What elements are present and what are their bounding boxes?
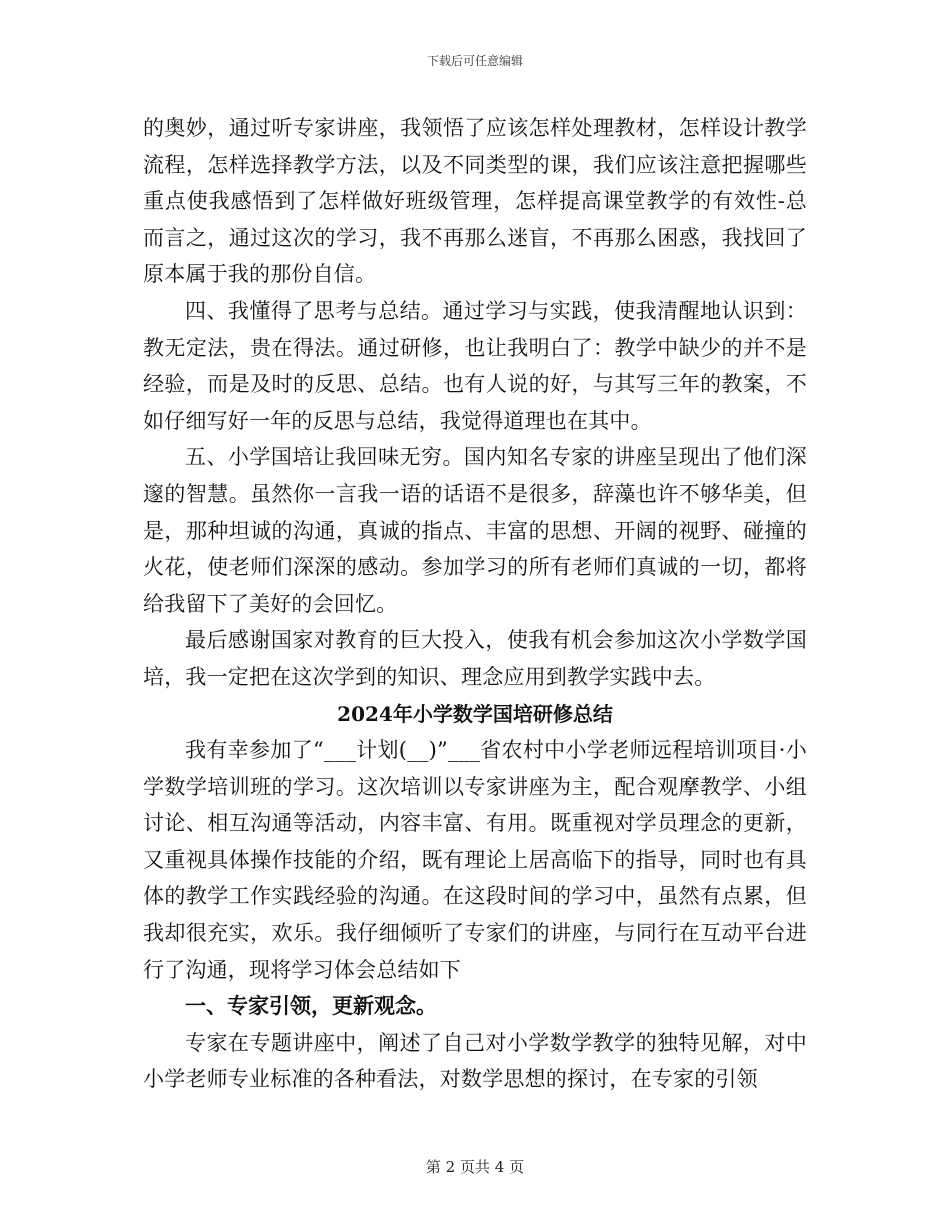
document-body (143, 110, 807, 1098)
page-number: 第 2 页共 4 页 (425, 1158, 525, 1176)
paragraph-expert-lecture: 专家在专题讲座中，阐述了自己对小学数学教学的独特见解，对中小学老师专业标准的各种看法，对数学思想的探讨，在专家的引领 (143, 1030, 807, 1092)
paragraph-intro: 我有幸参加了“___计划(__)”___省农村中小学老师远程培训项目·小学数学培训班的学习。这次培训以专家讲座为主，配合观摩教学、小组讨论、相互沟通等活动，内容丰富、有用。既重视对学员理念的更新，又重视具体操作技能的介绍，既有理论上居高临下的指导，同时也有具体的教学工作实践经验的沟通。在这段时间的学习中，虽然有点累，但我却很充实，欢乐。我仔细倾听了专家们的讲座，与同行在互动平台进行了沟通，现将学习体会总结如下 (143, 738, 807, 982)
paragraph-reflection: 四、我懂得了思考与总结。通过学习与实践，使我清醒地认识到：教无定法，贵在得法。通过研修，也让我明白了：教学中缺少的并不是经验，而是及时的反思、总结。也有人说的好，与其写三年的教案，不如仔细写好一年的反思与总结，我觉得道理也在其中。 (143, 298, 807, 433)
section-title: 2024年小学数学国培研修总结 (337, 701, 613, 726)
sub-heading-expert-guidance: 一、专家引领，更新观念。 (185, 993, 437, 1019)
paragraph-thanks: 最后感谢国家对教育的巨大投入，使我有机会参加这次小学数学国培，我一定把在这次学到的知识、理念应用到教学实践中去。 (143, 628, 807, 689)
paragraph-aftertaste: 五、小学国培让我回味无穷。国内知名专家的讲座呈现出了他们深邃的智慧。虽然你一言我一语的话语不是很多，辞藻也许不够华美，但是，那种坦诚的沟通，真诚的指点、丰富的思想、开阔的视野、碰撞的火花，使老师们深深的感动。参加学习的所有老师们真诚的一切，都将给我留下了美好的会回忆。 (143, 445, 807, 616)
page-header-note: 下载后可任意编辑 (426, 54, 523, 68)
paragraph-continuation: 的奥妙，通过听专家讲座，我领悟了应该怎样处理教材，怎样设计教学流程，怎样选择教学方法，以及不同类型的课，我们应该注意把握哪些重点使我感悟到了怎样做好班级管理，怎样提高课堂教学的有效性-总而言之，通过这次的学习，我不再那么迷盲，不再那么困惑，我找回了原本属于我的那份自信。 (143, 116, 807, 287)
